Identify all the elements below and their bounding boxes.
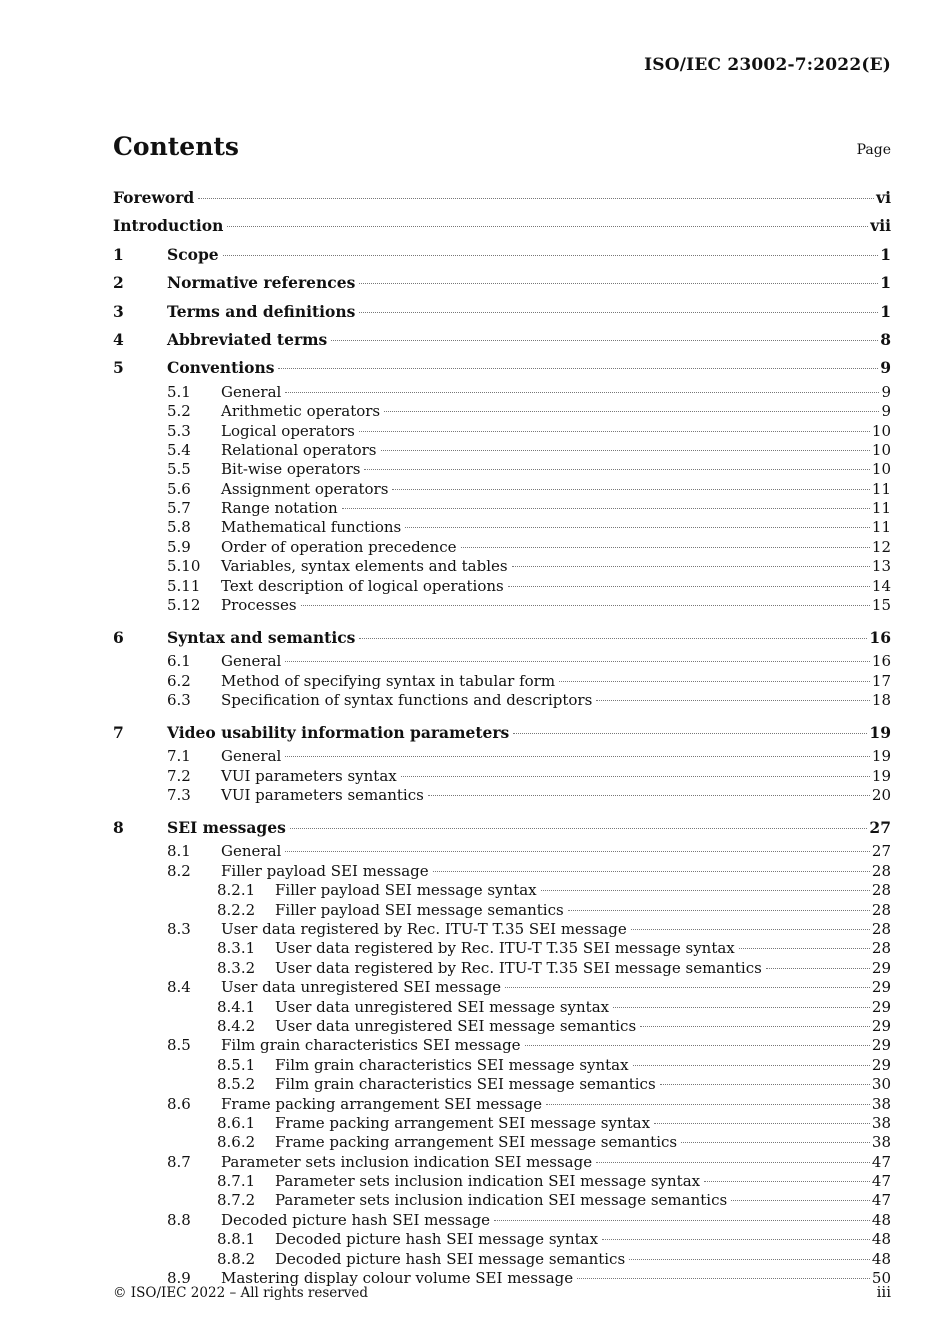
toc-dot-leader (381, 450, 870, 451)
toc-entry-number: 8.8.2 (217, 1249, 256, 1268)
toc-entry[interactable] (113, 557, 891, 576)
page-title: Contents (113, 132, 240, 161)
page-column-label: Page (856, 142, 891, 158)
toc-entry-number: 5.12 (167, 596, 201, 615)
toc-entry-title: Processes (221, 596, 297, 615)
toc-entry-number: 8 (113, 818, 124, 838)
toc-entry-title: Variables, syntax elements and tables (221, 557, 508, 576)
toc-entry-page: 9 (880, 358, 891, 378)
toc-entry-number: 3 (113, 301, 124, 321)
toc-dot-leader (629, 1259, 870, 1260)
toc-entry-title: User data unregistered SEI message (221, 978, 502, 997)
toc-entry[interactable] (113, 538, 891, 557)
toc-entry[interactable] (113, 1153, 891, 1172)
toc-entry-page: 13 (871, 557, 891, 576)
toc-entry-page: 38 (871, 1133, 891, 1152)
toc-entry-number: 7.3 (167, 786, 191, 805)
toc-entry[interactable] (113, 402, 891, 421)
toc-entry-number: 5 (113, 358, 124, 378)
toc-dot-leader (660, 1084, 870, 1085)
toc-entry-number: 8.8.1 (217, 1230, 256, 1249)
toc-entry-number: 8.2.1 (217, 881, 256, 900)
toc-entry-number: 5.7 (167, 499, 191, 518)
toc-entry[interactable] (113, 1230, 891, 1249)
toc-entry-number: 6.2 (167, 671, 191, 690)
toc-entry-title: Order of operation precedence (221, 537, 457, 556)
toc-entry-number: 5.6 (167, 479, 191, 498)
toc-entry[interactable] (113, 326, 891, 354)
toc-entry-title: Mastering display colour volume SEI message (221, 1269, 574, 1288)
toc-dot-leader (359, 431, 870, 432)
toc-entry-number: 8.5.2 (217, 1075, 256, 1094)
toc-entry-title: General (221, 652, 282, 671)
toc-entry-page: 29 (871, 1016, 891, 1035)
toc-entry-title: SEI messages (167, 818, 286, 838)
toc-entry-page: 1 (880, 244, 891, 264)
toc-entry-title: Assignment operators (221, 479, 389, 498)
toc-entry-title: Video usability information parameters (167, 722, 510, 742)
toc-entry-title: Parameter sets inclusion indication SEI message (221, 1152, 593, 1171)
toc-dot-leader (739, 948, 870, 949)
toc-entry-title: Text description of logical operations (221, 576, 504, 595)
toc-entry-page: 20 (871, 786, 891, 805)
footer-page-number: iii (876, 1283, 891, 1301)
toc-entry-page: 27 (871, 842, 891, 861)
toc-entry[interactable] (113, 184, 891, 212)
toc-entry[interactable] (113, 652, 891, 671)
toc-entry[interactable] (113, 747, 891, 766)
toc-entry-number: 8.2 (167, 861, 191, 880)
toc-entry-page: 29 (871, 1036, 891, 1055)
toc-entry[interactable] (113, 577, 891, 596)
toc-entry[interactable] (113, 719, 891, 747)
toc-entry-title: Relational operators (221, 440, 377, 459)
toc-entry-number: 5.11 (167, 576, 201, 595)
toc-entry-title: Conventions (167, 358, 275, 378)
toc-entry-number: 8.3.1 (217, 939, 256, 958)
toc-entry-number: 1 (113, 244, 124, 264)
toc-dot-leader (331, 340, 878, 341)
toc-entry-number: 8.2.2 (217, 900, 256, 919)
toc-dot-leader (559, 681, 870, 682)
toc-entry-number: 8.4.2 (217, 1016, 256, 1035)
toc-entry-number: 8.7.2 (217, 1191, 256, 1210)
toc-entry-title: User data registered by Rec. ITU-T T.35 SEI message syntax (275, 939, 735, 958)
toc-entry-page: 48 (871, 1249, 891, 1268)
toc-entry-number: 7 (113, 722, 124, 742)
toc-entry-page: 47 (871, 1172, 891, 1191)
toc-entry[interactable] (113, 596, 891, 615)
document-header-id: ISO/IEC 23002-7:2022(E) (644, 55, 891, 75)
toc-entry-title: Mathematical functions (221, 518, 402, 537)
toc-entry-page: 38 (871, 1113, 891, 1132)
toc-entry-title: User data unregistered SEI message semantics (275, 1016, 637, 1035)
toc-entry-number: 7.1 (167, 747, 191, 766)
toc-entry-number: 8.4 (167, 978, 191, 997)
toc-entry-title: Filler payload SEI message semantics (275, 900, 564, 919)
toc-entry-number: 8.3 (167, 920, 191, 938)
toc-entry[interactable] (113, 1211, 891, 1230)
toc-entry-number: 5.10 (167, 557, 201, 576)
toc-dot-leader (223, 255, 879, 256)
toc-entry-page: 48 (871, 1210, 891, 1229)
toc-entry-page: 10 (871, 460, 891, 479)
toc-entry[interactable] (113, 1056, 891, 1075)
toc-entry-title: Decoded picture hash SEI message semantics (275, 1249, 626, 1268)
toc-entry-number: 8.9 (167, 1269, 191, 1288)
toc-entry-title: Frame packing arrangement SEI message semantics (275, 1133, 678, 1152)
toc-entry[interactable] (113, 1075, 891, 1094)
toc-dot-leader (198, 198, 874, 199)
toc-entry-number: 5.5 (167, 460, 191, 479)
toc-dot-leader (508, 586, 870, 587)
toc-dot-leader (640, 1026, 870, 1027)
toc-entry-number: 7.2 (167, 766, 191, 785)
toc-dot-leader (428, 795, 870, 796)
toc-entry-title: Film grain characteristics SEI message semantics (275, 1075, 656, 1094)
toc-entry-number: 8.1 (167, 842, 191, 861)
toc-entry[interactable] (113, 767, 891, 786)
toc-entry-page: 19 (871, 766, 891, 785)
toc-entry[interactable] (113, 1036, 891, 1055)
toc-entry-page: 1 (880, 301, 891, 321)
toc-dot-leader (512, 566, 870, 567)
toc-entry-page: 27 (869, 818, 891, 838)
toc-entry-title: VUI parameters semantics (221, 786, 424, 805)
toc-entry-number: 8.7.1 (217, 1172, 256, 1191)
toc-entry[interactable] (113, 354, 891, 382)
toc-entry-page: 48 (871, 1230, 891, 1249)
toc-dot-leader (596, 1162, 870, 1163)
toc-entry[interactable] (113, 672, 891, 691)
toc-entry[interactable] (113, 881, 891, 900)
toc-entry-title: Specification of syntax functions and descriptors (221, 691, 593, 710)
toc-dot-leader (546, 1104, 870, 1105)
toc-entry-number: 8.4.1 (217, 997, 256, 1016)
toc-entry[interactable] (113, 842, 891, 861)
toc-entry-title: VUI parameters syntax (221, 766, 397, 785)
toc-entry[interactable] (113, 920, 891, 939)
toc-entry-number: 2 (113, 273, 124, 293)
toc-dot-leader (342, 508, 870, 509)
toc-dot-leader (278, 368, 878, 369)
toc-entry-page: 29 (871, 978, 891, 997)
toc-entry-page: 16 (871, 652, 891, 671)
toc-entry[interactable] (113, 901, 891, 920)
toc-entry[interactable] (113, 1095, 891, 1114)
toc-entry-page: 8 (880, 329, 891, 349)
toc-entry-page: 15 (871, 596, 891, 615)
toc-dot-leader (633, 1065, 870, 1066)
toc-entry[interactable] (113, 441, 891, 460)
toc-entry-title: General (221, 747, 282, 766)
toc-entry-title: User data registered by Rec. ITU-T T.35 SEI message (221, 920, 627, 938)
toc-entry[interactable] (113, 1133, 891, 1152)
toc-entry[interactable] (113, 383, 891, 402)
toc-dot-leader (766, 968, 870, 969)
toc-entry-title: User data registered by Rec. ITU-T T.35 SEI message semantics (275, 958, 762, 977)
toc-entry-number: 8.3.2 (217, 958, 256, 977)
toc-entry-page: 50 (871, 1269, 891, 1288)
toc-entry-page: 29 (871, 1055, 891, 1074)
toc-entry-number: 6.1 (167, 652, 191, 671)
toc-entry-page: 10 (871, 421, 891, 440)
toc-entry-number: 5.9 (167, 537, 191, 556)
toc-entry-number: 8.8 (167, 1210, 191, 1229)
toc-entry-page: 17 (871, 671, 891, 690)
toc-dot-leader (494, 1220, 870, 1221)
toc-entry-page: 18 (871, 691, 891, 710)
contents-title-row (113, 132, 891, 166)
toc-dot-leader (602, 1239, 870, 1240)
toc-entry-title: Frame packing arrangement SEI message (221, 1094, 543, 1113)
toc-entry-page: vii (870, 216, 891, 236)
toc-entry-page: 47 (871, 1152, 891, 1171)
toc-dot-leader (359, 638, 867, 639)
toc-entry-page: 9 (881, 402, 891, 421)
toc-entry-page: 28 (871, 900, 891, 919)
toc-entry[interactable] (113, 959, 891, 978)
toc-dot-leader (731, 1200, 870, 1201)
toc-entry-number: 8.5.1 (217, 1055, 256, 1074)
toc-entry-title: Bit-wise operators (221, 460, 361, 479)
toc-entry[interactable] (113, 1250, 891, 1269)
toc-dot-leader (359, 283, 878, 284)
toc-entry-title: Arithmetic operators (221, 402, 381, 421)
toc-entry-title: Scope (167, 244, 219, 264)
toc-entry[interactable] (113, 1017, 891, 1036)
toc-dot-leader (631, 929, 870, 930)
toc-entry-number: 8.6 (167, 1094, 191, 1113)
toc-entry-number: 6 (113, 627, 124, 647)
toc-entry-number: 8.7 (167, 1152, 191, 1171)
toc-entry-page: 28 (871, 939, 891, 958)
toc-dot-leader (613, 1007, 870, 1008)
toc-dot-leader (227, 226, 868, 227)
toc-entry[interactable] (113, 269, 891, 297)
toc-entry-page: 38 (871, 1094, 891, 1113)
toc-entry-title: Parameter sets inclusion indication SEI message syntax (275, 1172, 701, 1191)
toc-dot-leader (525, 1045, 870, 1046)
toc-entry[interactable] (113, 939, 891, 958)
toc-entry[interactable] (113, 241, 891, 269)
toc-dot-leader (704, 1181, 870, 1182)
toc-entry-page: 11 (871, 499, 891, 518)
toc-entry-title: General (221, 842, 282, 861)
toc-entry-page: 10 (871, 440, 891, 459)
toc-dot-leader (392, 489, 870, 490)
toc-entry[interactable] (113, 499, 891, 518)
toc-entry[interactable] (113, 298, 891, 326)
toc-entry-number: 8.6.2 (217, 1133, 256, 1152)
toc-entry-page: vi (876, 188, 891, 207)
toc-entry-title: Filler payload SEI message (221, 861, 429, 880)
toc-entry-page: 47 (871, 1191, 891, 1210)
toc-entry-title: Syntax and semantics (167, 627, 356, 647)
footer-copyright: © ISO/IEC 2022 – All rights reserved (113, 1285, 368, 1301)
toc-entry-number: 8.6.1 (217, 1113, 256, 1132)
toc-entry[interactable] (113, 1172, 891, 1191)
toc-entry-title: Normative references (167, 273, 356, 293)
toc-dot-leader (301, 605, 870, 606)
toc-dot-leader (285, 661, 870, 662)
toc-dot-leader (433, 871, 870, 872)
toc-entry-page: 16 (869, 627, 891, 647)
toc-entry-page: 9 (881, 382, 891, 401)
toc-entry-title: Film grain characteristics SEI message syntax (275, 1055, 629, 1074)
toc-dot-leader (285, 392, 879, 393)
toc-dot-leader (654, 1123, 870, 1124)
toc-entry[interactable] (113, 862, 891, 881)
toc-entry-number: 8.5 (167, 1036, 191, 1055)
toc-dot-leader (285, 851, 870, 852)
toc-dot-leader (577, 1278, 870, 1279)
toc-entry-number: 5.1 (167, 382, 191, 401)
toc-entry-page: 19 (869, 722, 891, 742)
toc-entry-number: 4 (113, 329, 124, 349)
toc-entry-page: 30 (871, 1075, 891, 1094)
toc-entry-title: Frame packing arrangement SEI message syntax (275, 1113, 651, 1132)
toc-dot-leader (290, 828, 868, 829)
toc-entry-page: 11 (871, 479, 891, 498)
toc-dot-leader (541, 890, 870, 891)
toc-dot-leader (384, 411, 879, 412)
toc-entry-number: 5.8 (167, 518, 191, 537)
toc-entry[interactable] (113, 460, 891, 479)
toc-dot-leader (285, 756, 870, 757)
toc-entry-title: Range notation (221, 499, 338, 518)
toc-entry-title: User data unregistered SEI message syntax (275, 997, 610, 1016)
toc-entry-page: 1 (880, 273, 891, 293)
toc-dot-leader (513, 733, 867, 734)
toc-entry[interactable] (113, 786, 891, 805)
toc-entry-page: 28 (871, 881, 891, 900)
toc-dot-leader (405, 527, 870, 528)
toc-dot-leader (568, 910, 870, 911)
toc-entry-page: 29 (871, 958, 891, 977)
toc-entry-page: 28 (871, 861, 891, 880)
toc-entry-page: 12 (871, 537, 891, 556)
toc-entry[interactable] (113, 691, 891, 710)
table-of-contents (113, 184, 891, 1288)
toc-entry[interactable] (113, 978, 891, 997)
toc-entry-page: 19 (871, 747, 891, 766)
toc-entry-title: General (221, 382, 282, 401)
toc-entry[interactable] (113, 624, 891, 652)
toc-dot-leader (681, 1142, 870, 1143)
toc-entry-title: Abbreviated terms (167, 329, 328, 349)
toc-entry-number: 5.3 (167, 421, 191, 440)
toc-entry-title: Foreword (113, 188, 195, 207)
toc-entry-title: Decoded picture hash SEI message (221, 1210, 491, 1229)
toc-entry[interactable] (113, 480, 891, 499)
toc-entry-number: 5.2 (167, 402, 191, 421)
toc-entry-page: 28 (871, 920, 891, 938)
toc-entry[interactable] (113, 1114, 891, 1133)
toc-entry[interactable] (113, 518, 891, 537)
toc-entry[interactable] (113, 422, 891, 441)
toc-entry-number: 6.3 (167, 691, 191, 710)
toc-dot-leader (401, 776, 870, 777)
toc-dot-leader (364, 469, 869, 470)
toc-entry-page: 14 (871, 576, 891, 595)
toc-entry[interactable] (113, 814, 891, 842)
toc-entry-title: Film grain characteristics SEI message (221, 1036, 521, 1055)
toc-entry-page: 11 (871, 518, 891, 537)
toc-entry-title: Filler payload SEI message syntax (275, 881, 537, 900)
toc-entry-title: Introduction (113, 216, 224, 236)
toc-entry-title: Terms and definitions (167, 301, 356, 321)
toc-dot-leader (505, 987, 870, 988)
toc-dot-leader (461, 547, 870, 548)
toc-entry-title: Parameter sets inclusion indication SEI message semantics (275, 1191, 728, 1210)
toc-entry[interactable] (113, 1191, 891, 1210)
toc-entry-title: Logical operators (221, 421, 355, 440)
toc-entry-title: Method of specifying syntax in tabular form (221, 671, 556, 690)
toc-entry[interactable] (113, 998, 891, 1017)
toc-entry-title: Decoded picture hash SEI message syntax (275, 1230, 599, 1249)
toc-dot-leader (596, 700, 870, 701)
toc-entry-page: 29 (871, 997, 891, 1016)
toc-dot-leader (359, 312, 878, 313)
toc-entry[interactable] (113, 212, 891, 240)
toc-entry-number: 5.4 (167, 440, 191, 459)
